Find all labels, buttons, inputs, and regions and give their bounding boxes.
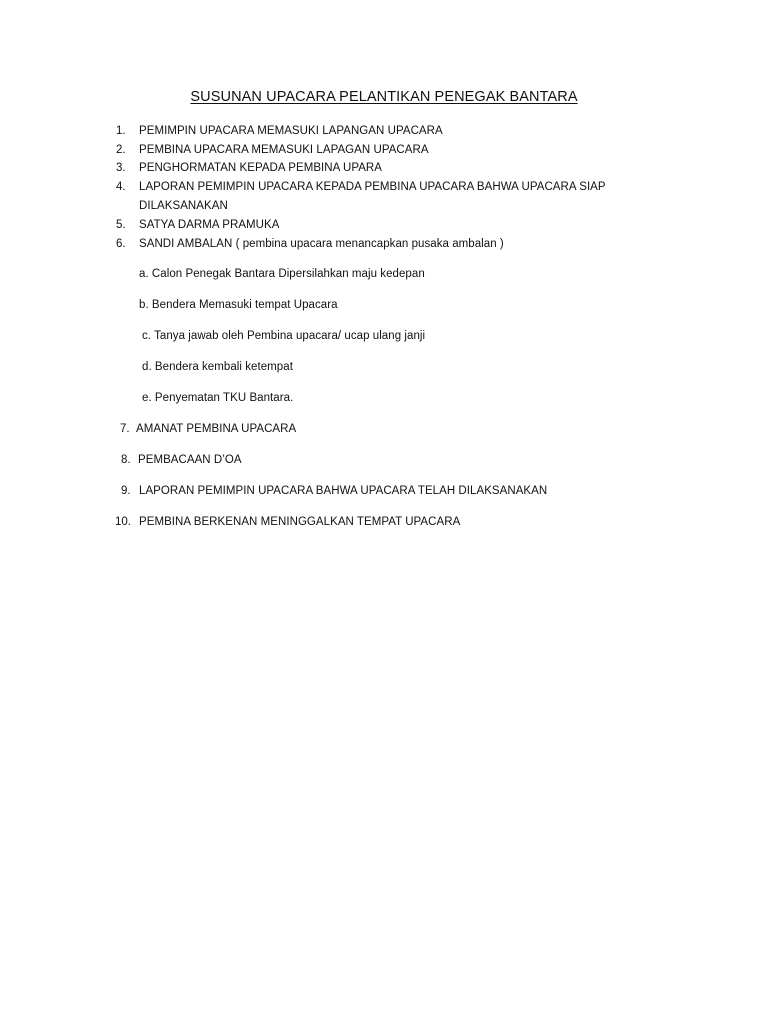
item-number: 10. bbox=[115, 516, 131, 528]
list-item: SATYA DARMA PRAMUKA bbox=[139, 219, 280, 231]
item-number: 9. bbox=[121, 485, 131, 497]
sub-item: e. Penyematan TKU Bantara. bbox=[142, 392, 294, 404]
list-item: PEMBINA UPACARA MEMASUKI LAPAGAN UPACARA bbox=[139, 144, 429, 156]
item-number: 3. bbox=[116, 162, 126, 174]
item-number: 7. bbox=[120, 423, 130, 435]
list-item: PEMBACAAN D’OA bbox=[138, 454, 242, 466]
item-number: 6. bbox=[116, 238, 126, 250]
list-item: PEMBINA BERKENAN MENINGGALKAN TEMPAT UPACARA bbox=[139, 516, 461, 528]
item-number: 4. bbox=[116, 181, 126, 193]
item-number: 5. bbox=[116, 219, 126, 231]
list-item: PENGHORMATAN KEPADA PEMBINA UPARA bbox=[139, 162, 382, 174]
document-title: SUSUNAN UPACARA PELANTIKAN PENEGAK BANTARA bbox=[190, 89, 578, 105]
list-item: SANDI AMBALAN ( pembina upacara menancapkan pusaka ambalan ) bbox=[139, 238, 504, 250]
item-number: 8. bbox=[121, 454, 131, 466]
sub-item: b. Bendera Memasuki tempat Upacara bbox=[139, 299, 338, 311]
sub-item: c. Tanya jawab oleh Pembina upacara/ ucap ulang janji bbox=[142, 330, 426, 342]
list-item: PEMIMPIN UPACARA MEMASUKI LAPANGAN UPACARA bbox=[139, 125, 443, 137]
list-item: LAPORAN PEMIMPIN UPACARA BAHWA UPACARA TELAH DILAKSANAKAN bbox=[139, 485, 548, 497]
item-number: 2. bbox=[116, 144, 126, 156]
sub-item: d. Bendera kembali ketempat bbox=[142, 361, 293, 373]
sub-item: a. Calon Penegak Bantara Dipersilahkan maju kedepan bbox=[139, 268, 425, 280]
list-item: LAPORAN PEMIMPIN UPACARA KEPADA PEMBINA UPACARA BAHWA UPACARA SIAP bbox=[139, 181, 606, 193]
item-number: 1. bbox=[116, 125, 126, 137]
list-item-continuation: DILAKSANAKAN bbox=[139, 200, 228, 212]
list-item: AMANAT PEMBINA UPACARA bbox=[136, 423, 297, 435]
